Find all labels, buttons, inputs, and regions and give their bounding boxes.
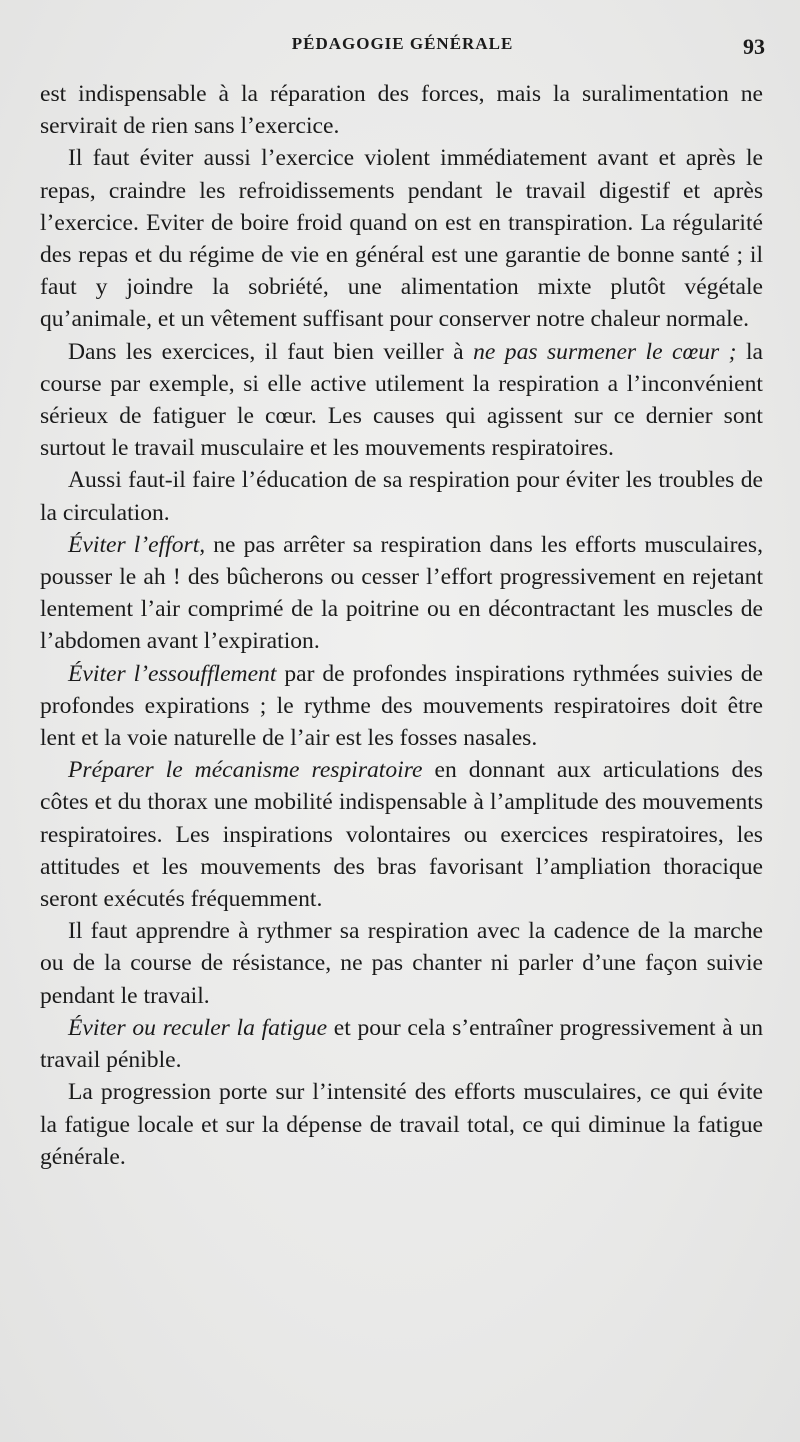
text-run: Il faut apprendre à rythmer sa respiration avec la cadence de la marche ou de la course de résistance, ne pas chanter ni parler d’une façon suivie pendant le travail.	[40, 918, 763, 1009]
running-head-title: PÉDAGOGIE GÉNÉRALE	[291, 34, 514, 53]
running-head	[40, 34, 765, 64]
paragraph	[40, 658, 763, 755]
paragraph	[40, 1012, 763, 1076]
text-run: Aussi faut-il faire l’éducation de sa respiration pour éviter les troubles de la circulation.	[40, 467, 763, 526]
text-run: et pour cela s’entraîner progressivement à un travail pénible.	[40, 1014, 763, 1074]
text-run: en donnant aux articulations des côtes et du thorax une mobilité indispensable à l’amplitude des mouvements respiratoires. Les inspirations volontaires ou exercices respiratoires, les attitudes et les mouvements des bras favorisant l’ampliation thoracique seront exécutés fréquemment.	[40, 757, 763, 913]
italic-run: Éviter ou reculer la fatigue	[68, 1014, 328, 1041]
text-run: La progression porte sur l’intensité des efforts musculaires, ce qui évite la fatigue locale et sur la dépense de travail total, ce qui diminue la fatigue générale.	[40, 1079, 763, 1170]
page-number: 93	[743, 34, 765, 59]
text-run: Dans les exercices, il faut bien veiller à	[68, 338, 474, 365]
paragraph	[40, 78, 763, 142]
paragraph	[40, 754, 763, 915]
paragraph	[40, 529, 763, 658]
paragraph	[40, 915, 763, 1012]
text-run: est indispensable à la réparation des forces, mais la suralimentation ne servirait de rien sans l’exercice.	[40, 81, 763, 140]
body-text	[40, 78, 763, 1173]
paragraph	[40, 1076, 763, 1173]
italic-run: Éviter l’essoufflement	[68, 660, 277, 687]
text-run: ne pas arrêter sa respiration dans les efforts musculaires, pousser le ah ! des bûcherons ou cesser l’effort progressivement en rejetant lentement l’air comprimé de la poitrine ou en décontractant les muscles de l’abdomen avant l’expiration.	[40, 531, 763, 655]
italic-run: ne pas surmener le cœur ;	[473, 338, 737, 365]
paragraph	[40, 142, 763, 335]
paragraph	[40, 336, 763, 465]
italic-run: Éviter l’effort,	[68, 531, 206, 558]
italic-run: Préparer le mécanisme respiratoire	[68, 757, 423, 784]
text-run: la course par exemple, si elle active utilement la respiration a l’inconvénient sérieux de fatiguer le cœur. Les causes qui agissent sur ce dernier sont surtout le travail musculaire et les mouvements respiratoires.	[40, 338, 764, 462]
paragraph	[40, 464, 763, 528]
text-run: Il faut éviter aussi l’exercice violent immédiatement avant et après le repas, craindre les refroidissements pendant le travail digestif et après l’exercice. Eviter de boire froid quand on est en transpiration. La régularité des repas et du régime de vie en général est une garantie de bonne santé ; il faut y joindre la sobriété, une alimentation mixte plutôt végétale qu’animale, et un vêtement suffisant pour conserver notre chaleur normale.	[40, 145, 763, 333]
text-run: par de profondes inspirations rythmées suivies de profondes expirations ; le rythme des mouvements respiratoires doit être lent et la voie naturelle de l’air est les fosses nasales.	[40, 660, 764, 752]
